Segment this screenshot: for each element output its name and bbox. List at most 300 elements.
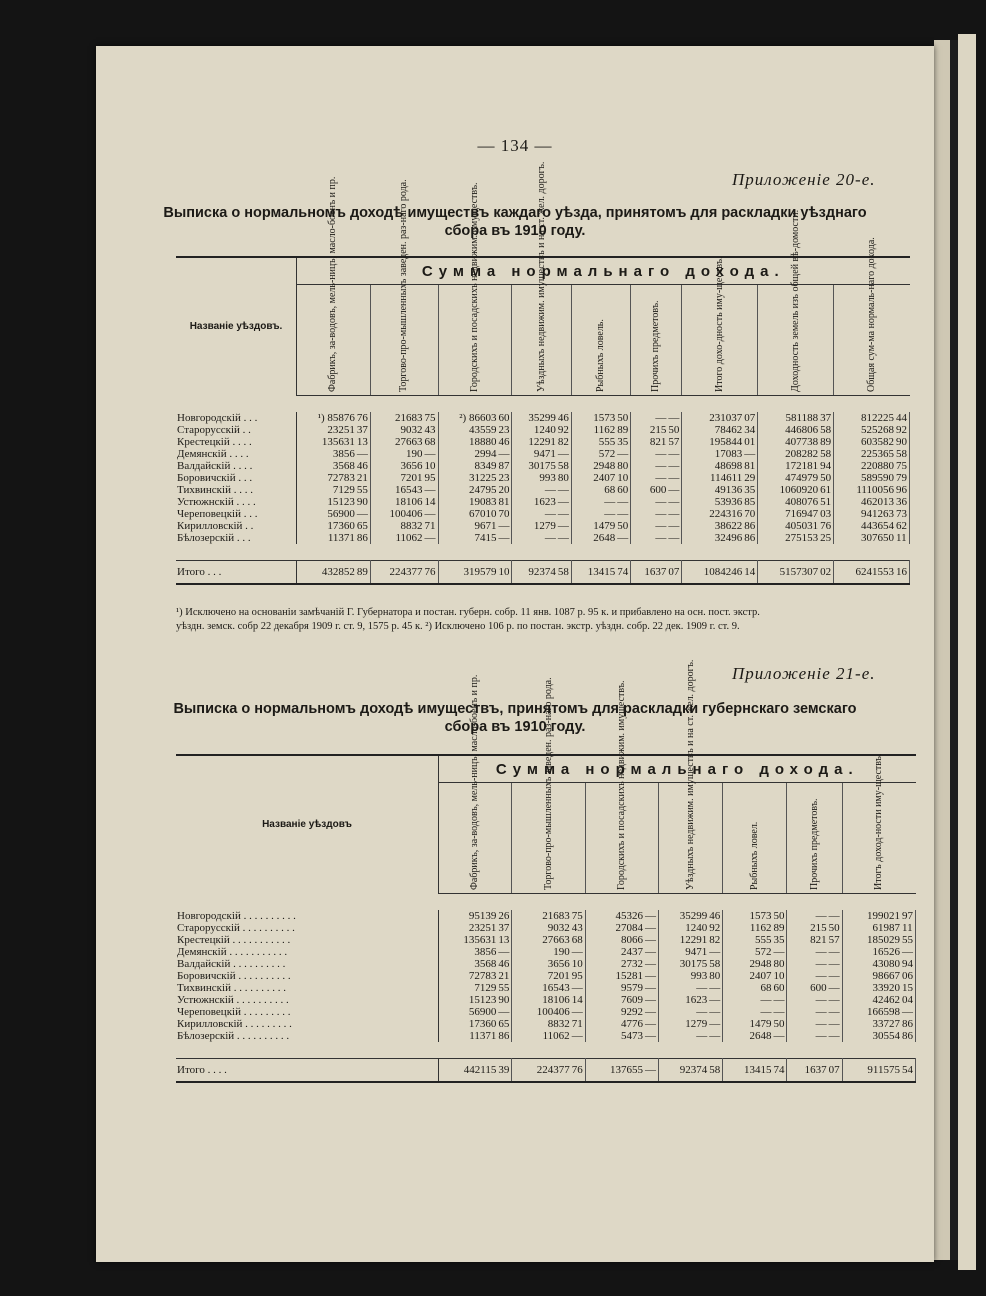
value-rubles: 166598: [842, 1006, 901, 1018]
value-rubles: 78462: [682, 424, 743, 436]
value-kopecks: 60: [772, 982, 787, 994]
value-kopecks: 37: [497, 922, 512, 934]
value-kopecks: 89: [356, 561, 371, 585]
column-header-text: Итогъ доход-ности иму-ществъ.: [873, 753, 885, 890]
value-kopecks: 81: [497, 496, 512, 508]
spacer-cell: [176, 894, 916, 911]
column-header: [682, 256, 758, 396]
value-kopecks: 89: [819, 436, 834, 448]
value-rubles: 2407: [723, 970, 773, 982]
value-kopecks: —: [644, 1006, 659, 1018]
value-kopecks: 71: [424, 520, 439, 532]
value-kopecks: —: [424, 532, 439, 544]
appendix-20-label: Приложеніе 20-е.: [732, 170, 876, 189]
value-rubles: 220880: [834, 460, 895, 472]
value-rubles: 2437: [585, 946, 644, 958]
value-rubles: 1240: [659, 922, 709, 934]
value-kopecks: 76: [424, 561, 439, 585]
value-kopecks: —: [571, 946, 586, 958]
value-rubles: 9292: [585, 1006, 644, 1018]
column-header-text: Прочихъ предметовъ.: [808, 798, 820, 890]
value-rubles: 100406: [370, 508, 423, 520]
district-name: Боровичскій . . .: [176, 472, 297, 484]
value-rubles: 462013: [834, 496, 895, 508]
value-kopecks: 58: [708, 1059, 723, 1083]
value-kopecks: 07: [743, 412, 758, 424]
value-kopecks: 95: [424, 472, 439, 484]
value-kopecks: 68: [424, 436, 439, 448]
value-kopecks: —: [708, 946, 723, 958]
column-header: [631, 285, 682, 396]
table1-title-line1: Выписка о нормальномъ доходѣ имуществъ каждаго уѣзда, принятомъ для раскладки уѣзднаго: [163, 205, 867, 221]
value-kopecks: —: [644, 946, 659, 958]
table-row: [176, 958, 916, 970]
value-kopecks: 82: [708, 934, 723, 946]
column-header-text: Торгово-про-мышленныхъ заведен. раз-наго рода.: [542, 677, 554, 890]
value-rubles: 19083: [438, 496, 497, 508]
value-rubles: —: [631, 520, 668, 532]
value-kopecks: —: [644, 958, 659, 970]
value-rubles: 31225: [438, 472, 497, 484]
value-rubles: 1084246: [682, 561, 743, 585]
district-name: Валдайскій . . . . . . . . . .: [176, 958, 439, 970]
value-rubles: —: [787, 910, 828, 922]
value-rubles: 13415: [571, 561, 616, 585]
table-row: [176, 970, 916, 982]
district-name: Крестецкій . . . . . . . . . . .: [176, 934, 439, 946]
value-rubles: —: [787, 1030, 828, 1042]
appendix-21-label: Приложеніе 21-е.: [732, 664, 876, 683]
value-kopecks: —: [424, 508, 439, 520]
value-kopecks: 01: [743, 436, 758, 448]
value-rubles: 275153: [758, 532, 819, 544]
value-rubles: 443654: [834, 520, 895, 532]
value-kopecks: 50: [667, 424, 682, 436]
value-rubles: —: [512, 508, 557, 520]
value-rubles: 9032: [370, 424, 423, 436]
value-kopecks: —: [708, 1006, 723, 1018]
value-kopecks: 74: [772, 1059, 787, 1083]
value-kopecks: 44: [895, 412, 910, 424]
value-rubles: 1479: [723, 1018, 773, 1030]
value-kopecks: —: [828, 910, 843, 922]
value-rubles: 8066: [585, 934, 644, 946]
value-kopecks: —: [708, 994, 723, 1006]
value-rubles: 2648: [571, 532, 616, 544]
value-rubles: —: [723, 994, 773, 1006]
value-kopecks: 21: [497, 970, 512, 982]
value-rubles: 1060920: [758, 484, 819, 496]
value-rubles: 100406: [512, 1006, 571, 1018]
table-row: [176, 532, 910, 544]
document-page: [96, 46, 934, 1262]
district-name: Валдайскій . . . .: [176, 460, 297, 472]
value-rubles: 18880: [438, 436, 497, 448]
value-rubles: 30175: [659, 958, 709, 970]
value-rubles: 92374: [512, 561, 557, 585]
value-rubles: 15281: [585, 970, 644, 982]
value-kopecks: 86: [356, 532, 371, 544]
page-gutter: [950, 40, 958, 1260]
value-kopecks: 57: [828, 934, 843, 946]
table-row: [176, 412, 910, 424]
column-header: [438, 182, 512, 396]
value-rubles: 208282: [758, 448, 819, 460]
value-kopecks: 10: [571, 958, 586, 970]
column-header-text: Фабрикъ, за-водовъ, мель-ницъ, масло-боенъ и пр.: [327, 176, 339, 392]
value-kopecks: 71: [571, 1018, 586, 1030]
value-kopecks: —: [616, 496, 631, 508]
column-header-text: Рыбныхъ ловел.: [748, 821, 760, 890]
value-rubles: 9471: [659, 946, 709, 958]
value-rubles: 30554: [842, 1030, 901, 1042]
value-kopecks: 39: [497, 1059, 512, 1083]
value-rubles: —: [723, 1006, 773, 1018]
value-rubles: 114611: [682, 472, 743, 484]
value-kopecks: 21: [356, 472, 371, 484]
value-kopecks: —: [828, 946, 843, 958]
value-rubles: 17360: [468, 1018, 497, 1030]
value-kopecks: 57: [667, 436, 682, 448]
district-name: Тихвинскій . . . . . . . . . .: [176, 982, 439, 994]
value-kopecks: 95: [571, 970, 586, 982]
value-kopecks: 60: [616, 484, 631, 496]
value-kopecks: 75: [895, 460, 910, 472]
value-kopecks: —: [708, 982, 723, 994]
value-kopecks: —: [667, 472, 682, 484]
table-row: [176, 934, 916, 946]
district-name: Старорусскій . .: [176, 424, 297, 436]
value-rubles: 61987: [842, 922, 901, 934]
value-rubles: 72783: [468, 970, 497, 982]
table-row: [176, 424, 910, 436]
value-kopecks: 13: [497, 934, 512, 946]
value-rubles: —: [787, 1018, 828, 1030]
value-kopecks: 86: [497, 1030, 512, 1042]
value-kopecks: 46: [356, 460, 371, 472]
value-rubles: 9032: [512, 922, 571, 934]
value-kopecks: 50: [616, 412, 631, 424]
value-rubles: 442115: [439, 1059, 498, 1083]
value-kopecks: 54: [901, 1059, 916, 1083]
table-row: [176, 1006, 916, 1018]
value-rubles: 6241553: [834, 561, 895, 585]
value-rubles: —: [631, 532, 668, 544]
column-header-text: Фабрикъ, за-водовъ, мель-ницъ, масло-боенъ и пр.: [469, 674, 481, 890]
value-kopecks: 14: [571, 994, 586, 1006]
value-rubles: 53936: [682, 496, 743, 508]
value-kopecks: 02: [819, 561, 834, 585]
value-rubles: 600: [631, 484, 668, 496]
spacer-row: [176, 396, 910, 413]
value-rubles: 9671: [438, 520, 497, 532]
value-rubles: 572: [723, 946, 773, 958]
value-kopecks: —: [616, 448, 631, 460]
value-rubles: 215: [631, 424, 668, 436]
value-kopecks: —: [828, 994, 843, 1006]
value-kopecks: 51: [819, 496, 834, 508]
value-rubles: 172181: [758, 460, 819, 472]
value-kopecks: 89: [772, 922, 787, 934]
value-rubles: 32496: [682, 532, 743, 544]
value-rubles: 603582: [834, 436, 895, 448]
value-kopecks: —: [743, 448, 758, 460]
value-rubles: 1637: [787, 1059, 828, 1083]
value-rubles: 716947: [758, 508, 819, 520]
spacer-cell: [176, 544, 910, 561]
value-kopecks: 80: [616, 460, 631, 472]
value-rubles: 56900: [468, 1006, 497, 1018]
value-rubles: 23251: [327, 424, 355, 436]
value-kopecks: 35: [772, 934, 787, 946]
value-rubles: 821: [787, 934, 828, 946]
value-kopecks: —: [497, 520, 512, 532]
value-kopecks: 14: [424, 496, 439, 508]
value-rubles: 92374: [659, 1059, 709, 1083]
value-rubles: 27663: [370, 436, 423, 448]
table-row: [176, 922, 916, 934]
column-header-text: Доходность земель изъ общей вѣ-домости.: [789, 209, 801, 392]
value-kopecks: 80: [557, 472, 572, 484]
district-name: Новгородскій . . . . . . . . . .: [176, 910, 439, 922]
value-rubles: 98667: [842, 970, 901, 982]
value-kopecks: 14: [743, 561, 758, 585]
value-kopecks: 16: [895, 561, 910, 585]
value-kopecks: —: [557, 520, 572, 532]
table1-footnote: [176, 606, 760, 634]
value-rubles: 21683: [512, 910, 571, 922]
value-rubles: 135631: [463, 934, 497, 946]
value-rubles: 1240: [512, 424, 557, 436]
value-kopecks: —: [424, 484, 439, 496]
value-rubles: 12291: [512, 436, 557, 448]
value-rubles: —: [787, 970, 828, 982]
value-kopecks: 76: [819, 520, 834, 532]
value-kopecks: 23: [497, 424, 512, 436]
value-kopecks: —: [708, 1018, 723, 1030]
district-name: Бѣлозерскій . . . . . . . . . .: [176, 1030, 439, 1042]
value-kopecks: 58: [819, 424, 834, 436]
district-name: Кирилловскій . .: [176, 520, 297, 532]
value-rubles: —: [787, 1006, 828, 1018]
value-kopecks: —: [828, 1018, 843, 1030]
value-kopecks: —: [557, 484, 572, 496]
column-header-text: Прочихъ предметовъ.: [650, 300, 662, 392]
value-rubles: 49136: [682, 484, 743, 496]
value-kopecks: 90: [497, 994, 512, 1006]
value-kopecks: 46: [708, 910, 723, 922]
value-kopecks: 10: [772, 970, 787, 982]
value-rubles: 1162: [571, 424, 616, 436]
value-rubles: 18106: [370, 496, 423, 508]
value-rubles: 1573: [723, 910, 773, 922]
value-rubles: 24795: [438, 484, 497, 496]
value-rubles: 17360: [327, 520, 355, 532]
value-kopecks: 13: [356, 436, 371, 448]
value-rubles: 11062: [370, 532, 423, 544]
value-rubles: —: [512, 484, 557, 496]
value-rubles: 474979: [758, 472, 819, 484]
value-kopecks: —: [667, 448, 682, 460]
value-kopecks: 65: [356, 520, 371, 532]
sum-header: Сумма нормальнаго дохода.: [297, 257, 910, 285]
value-rubles: 95139: [468, 910, 497, 922]
page-number: — 134 —: [477, 136, 553, 155]
value-kopecks: 92: [557, 424, 572, 436]
spacer-cell: [176, 1042, 916, 1059]
district-name: Новгородскій . . .: [176, 412, 297, 424]
spacer-row: [176, 894, 916, 911]
value-rubles: 16543: [512, 982, 571, 994]
value-rubles: 43559: [438, 424, 497, 436]
value-rubles: 48698: [682, 460, 743, 472]
next-page-edge: [958, 34, 976, 1270]
value-kopecks: 46: [557, 412, 572, 424]
value-kopecks: 65: [497, 1018, 512, 1030]
value-rubles: 224377: [370, 561, 423, 585]
value-rubles: 525268: [834, 424, 895, 436]
value-kopecks: 85: [743, 496, 758, 508]
value-rubles: 135631: [321, 436, 355, 448]
value-kopecks: 80: [772, 958, 787, 970]
district-name: Череповецкій . . . . . . . . .: [176, 1006, 439, 1018]
table-row: [176, 472, 910, 484]
value-kopecks: —: [901, 946, 916, 958]
value-kopecks: 60: [497, 412, 512, 424]
value-kopecks: 61: [819, 484, 834, 496]
value-rubles: 215: [787, 922, 828, 934]
value-rubles: 812225: [834, 412, 895, 424]
value-rubles: 15123: [468, 994, 497, 1006]
value-rubles: 190: [512, 946, 571, 958]
value-rubles: 589590: [834, 472, 895, 484]
value-kopecks: 86: [901, 1030, 916, 1042]
district-name: Итого . . . .: [176, 1059, 439, 1083]
value-rubles: 821: [631, 436, 668, 448]
value-rubles: 224377: [512, 1059, 571, 1083]
table1-title-line2: сбора въ 1910 году.: [444, 223, 586, 239]
value-kopecks: —: [667, 508, 682, 520]
column-header: [512, 161, 571, 396]
value-kopecks: 15: [901, 982, 916, 994]
value-kopecks: 86: [743, 532, 758, 544]
value-kopecks: —: [616, 532, 631, 544]
name-column-header: Названіе уѣздовъ.: [176, 257, 297, 396]
value-kopecks: 87: [497, 460, 512, 472]
value-rubles: 1637: [631, 561, 668, 585]
value-rubles: —: [571, 508, 616, 520]
value-rubles: 68: [571, 484, 616, 496]
value-kopecks: 86: [901, 1018, 916, 1030]
value-kopecks: —: [667, 484, 682, 496]
value-rubles: 13415: [723, 1059, 773, 1083]
district-name: Боровичскій . . . . . . . . . .: [176, 970, 439, 982]
value-kopecks: —: [644, 922, 659, 934]
value-kopecks: —: [828, 1030, 843, 1042]
value-rubles: 7129: [474, 982, 497, 994]
value-rubles: 42462: [842, 994, 901, 1006]
value-rubles: 307650: [834, 532, 895, 544]
table2-title-line1: Выписка о нормальномъ доходѣ имуществъ, принятомъ для раскладки губернскаго земскаго: [173, 701, 857, 717]
table-row: [176, 982, 916, 994]
value-kopecks: 36: [895, 496, 910, 508]
value-kopecks: 10: [616, 472, 631, 484]
value-rubles: 1623: [659, 994, 709, 1006]
value-rubles: —: [631, 496, 668, 508]
value-rubles: 30175: [512, 460, 557, 472]
value-kopecks: 62: [895, 520, 910, 532]
value-kopecks: —: [557, 448, 572, 460]
value-rubles: 7201: [370, 472, 423, 484]
value-kopecks: —: [644, 1018, 659, 1030]
value-kopecks: 70: [743, 508, 758, 520]
value-kopecks: 11: [895, 532, 910, 544]
column-header: [370, 179, 438, 396]
column-header: [842, 753, 915, 894]
value-rubles: 405031: [758, 520, 819, 532]
value-rubles: ²) 86603: [438, 412, 497, 424]
value-kopecks: 37: [819, 412, 834, 424]
value-kopecks: —: [644, 994, 659, 1006]
value-kopecks: 58: [557, 460, 572, 472]
value-kopecks: 94: [819, 460, 834, 472]
value-kopecks: —: [772, 994, 787, 1006]
district-name: Устюжнскій . . . . . . . . . .: [176, 994, 439, 1006]
value-kopecks: —: [708, 1030, 723, 1042]
spacer-row: [176, 544, 910, 561]
value-rubles: 18106: [512, 994, 571, 1006]
value-kopecks: —: [667, 532, 682, 544]
value-rubles: 231037: [682, 412, 743, 424]
column-header-text: Уѣздныхъ недвижим. имуществъ и на ст. жел. дорогъ.: [684, 659, 696, 890]
value-kopecks: 43: [424, 424, 439, 436]
table2-title: [96, 700, 934, 736]
value-rubles: 45326: [585, 910, 644, 922]
value-rubles: —: [631, 472, 668, 484]
value-kopecks: 90: [356, 496, 371, 508]
value-kopecks: 11: [901, 922, 916, 934]
value-rubles: 21683: [370, 412, 423, 424]
value-kopecks: —: [644, 982, 659, 994]
value-kopecks: —: [901, 1006, 916, 1018]
value-rubles: 35299: [512, 412, 557, 424]
sum-header: Сумма нормальнаго дохода.: [439, 755, 916, 783]
value-kopecks: 35: [616, 436, 631, 448]
spacer-row: [176, 1042, 916, 1059]
footnote-line1: ¹) Исключено на основаніи замѣчаній Г. Губернатора и постан. губерн. собр. 11 янв. 1087 р. 95 к. и прибавлено на осн. пост. экстр.: [176, 607, 760, 618]
value-rubles: —: [631, 508, 668, 520]
value-kopecks: 55: [497, 982, 512, 994]
value-rubles: 572: [571, 448, 616, 460]
table-row: [176, 436, 910, 448]
value-rubles: 407738: [758, 436, 819, 448]
value-rubles: —: [512, 532, 557, 544]
value-rubles: —: [659, 982, 709, 994]
value-kopecks: —: [571, 982, 586, 994]
value-rubles: 11371: [469, 1030, 497, 1042]
value-rubles: 5157307: [758, 561, 819, 585]
value-rubles: 8832: [370, 520, 423, 532]
value-rubles: 190: [370, 448, 423, 460]
value-rubles: 33920: [842, 982, 901, 994]
value-rubles: 7415: [438, 532, 497, 544]
column-header: [297, 176, 371, 396]
value-rubles: 1279: [659, 1018, 709, 1030]
value-kopecks: 96: [895, 484, 910, 496]
district-name: Итого . . .: [176, 561, 297, 585]
district-name: Бѣлозерскій . . .: [176, 532, 297, 544]
table-row: [176, 910, 916, 922]
